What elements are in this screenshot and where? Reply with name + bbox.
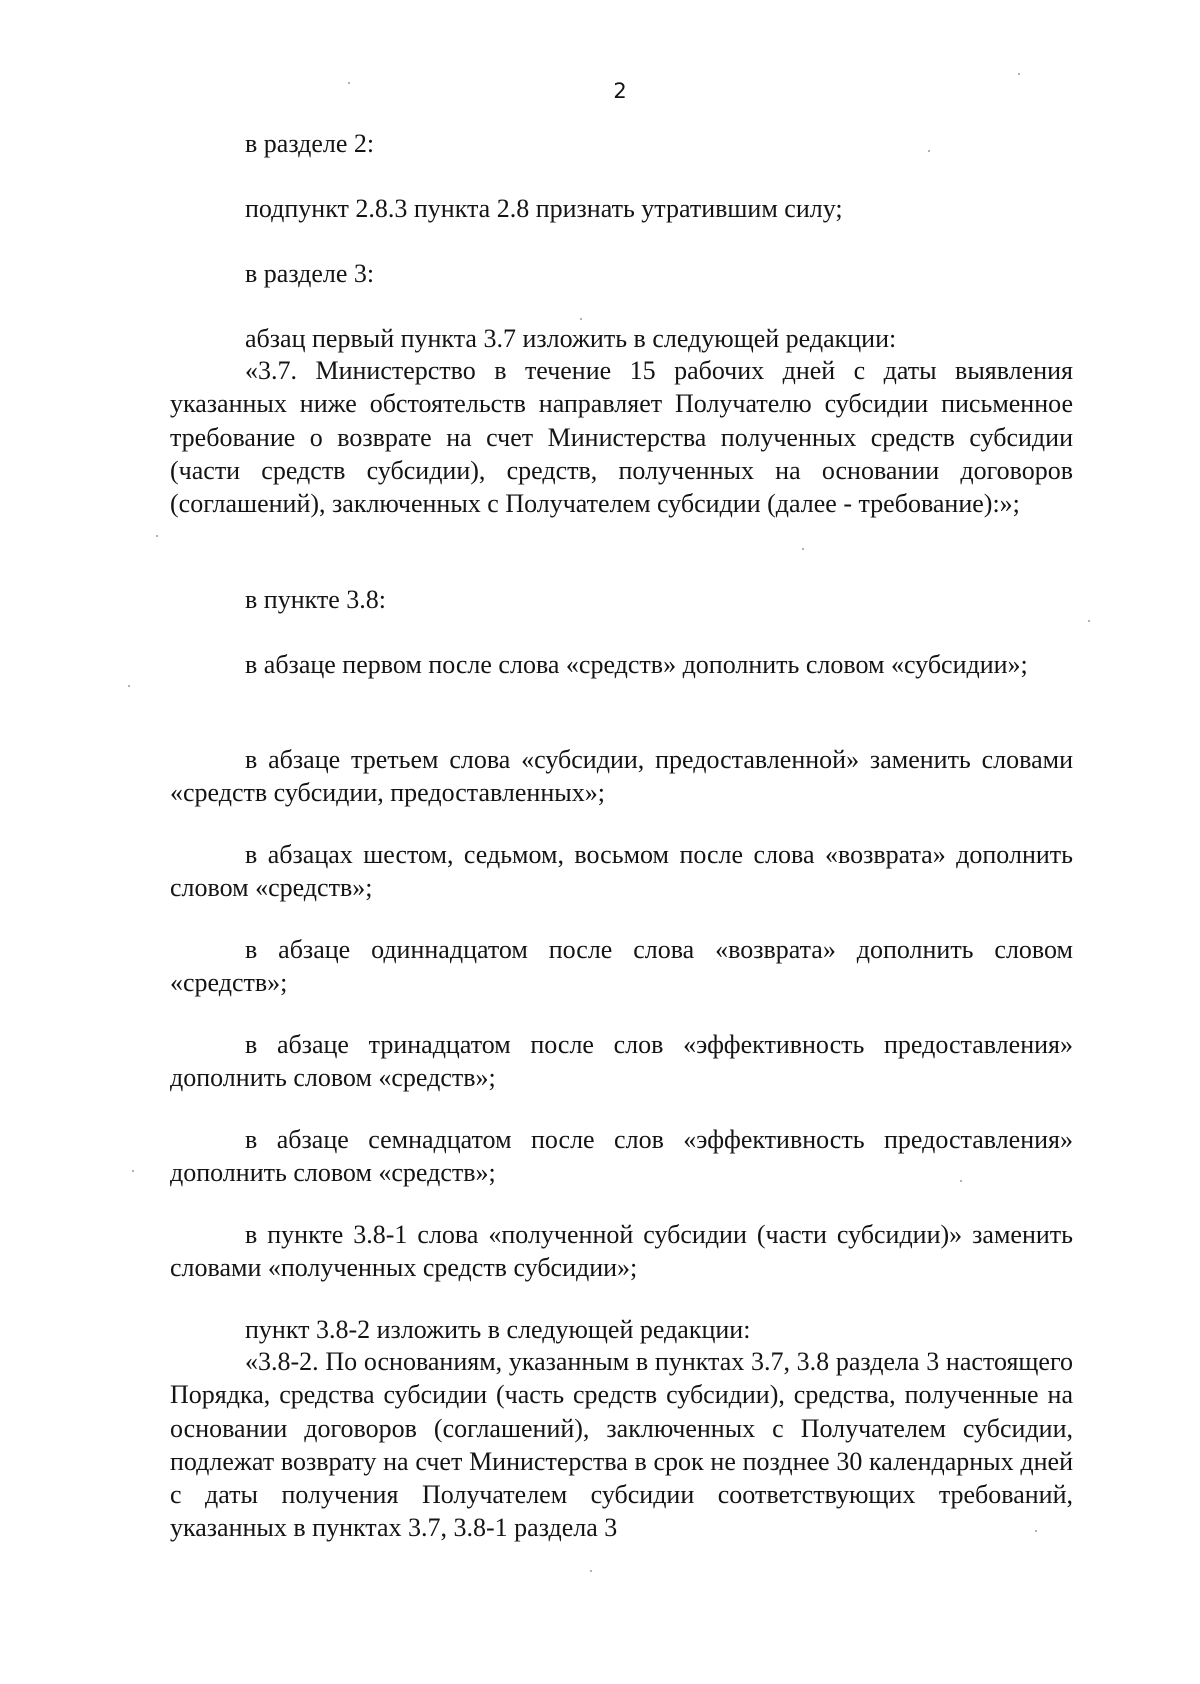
paragraph: в абзаце тринадцатом после слов «эффективность предоставления» дополнить словом «средств»; [170, 1030, 1073, 1093]
scan-speck [1018, 73, 1020, 75]
paragraph: в абзаце семнадцатом после слов «эффективность предоставления» дополнить словом «средств»; [170, 1125, 1073, 1188]
scan-speck [928, 150, 930, 152]
scan-speck [580, 318, 582, 320]
scan-speck [802, 548, 804, 550]
scan-speck [590, 1570, 592, 1572]
paragraph: в разделе 2: [245, 129, 375, 158]
paragraph: в абзаце третьем слова «субсидии, предоставленной» заменить словами «средств субсидии, предоставленных»; [170, 745, 1073, 808]
scan-speck [960, 1180, 962, 1182]
paragraph: в абзаце одиннадцатом после слова «возврата» дополнить словом «средств»; [170, 935, 1073, 998]
scan-speck [156, 535, 158, 537]
paragraph: в разделе 3: [245, 259, 375, 288]
scan-speck [1088, 620, 1090, 622]
paragraph: «3.7. Министерство в течение 15 рабочих дней с даты выявления указанных ниже обстоятельств направляет Получателю субсидии письменное требование о возврате на счет Министерства полученных средств субсидии (части средств субсидии), средств, полученных на основании договоров (соглашений), заключенных с Получателем субсидии (далее - требование):»; [170, 356, 1073, 519]
scan-speck [128, 685, 130, 687]
paragraph: в абзаце первом после слова «средств» дополнить словом «субсидии»; [245, 650, 1028, 679]
paragraph: в пункте 3.8-1 слова «полученной субсидии (части субсидии)» заменить словами «полученных средств субсидии»; [170, 1220, 1073, 1283]
scan-speck [1035, 1530, 1037, 1532]
paragraph: подпункт 2.8.3 пункта 2.8 признать утратившим силу; [245, 194, 843, 223]
paragraph: в абзацах шестом, седьмом, восьмом после слова «возврата» дополнить словом «средств»; [170, 840, 1073, 903]
scan-speck [348, 82, 350, 84]
scan-speck [132, 1170, 134, 1172]
paragraph: абзац первый пункта 3.7 изложить в следующей редакции: [245, 324, 897, 353]
paragraph: в пункте 3.8: [245, 585, 387, 614]
paragraph: пункт 3.8-2 изложить в следующей редакции: [245, 1315, 751, 1344]
page-number: 2 [613, 79, 627, 103]
paragraph: «3.8-2. По основаниям, указанным в пунктах 3.7, 3.8 раздела 3 настоящего Порядка, средства субсидии (часть средств субсидии), средства, полученные на основании договоров (соглашений), заключенных с Получателем субсидии, подлежат возврату на счет Министерства в срок не позднее 30 календарных дней с даты получения Получателем субсидии соответствующих требований, указанных в пунктах 3.7, 3.8-1 раздела 3 [170, 1347, 1073, 1543]
